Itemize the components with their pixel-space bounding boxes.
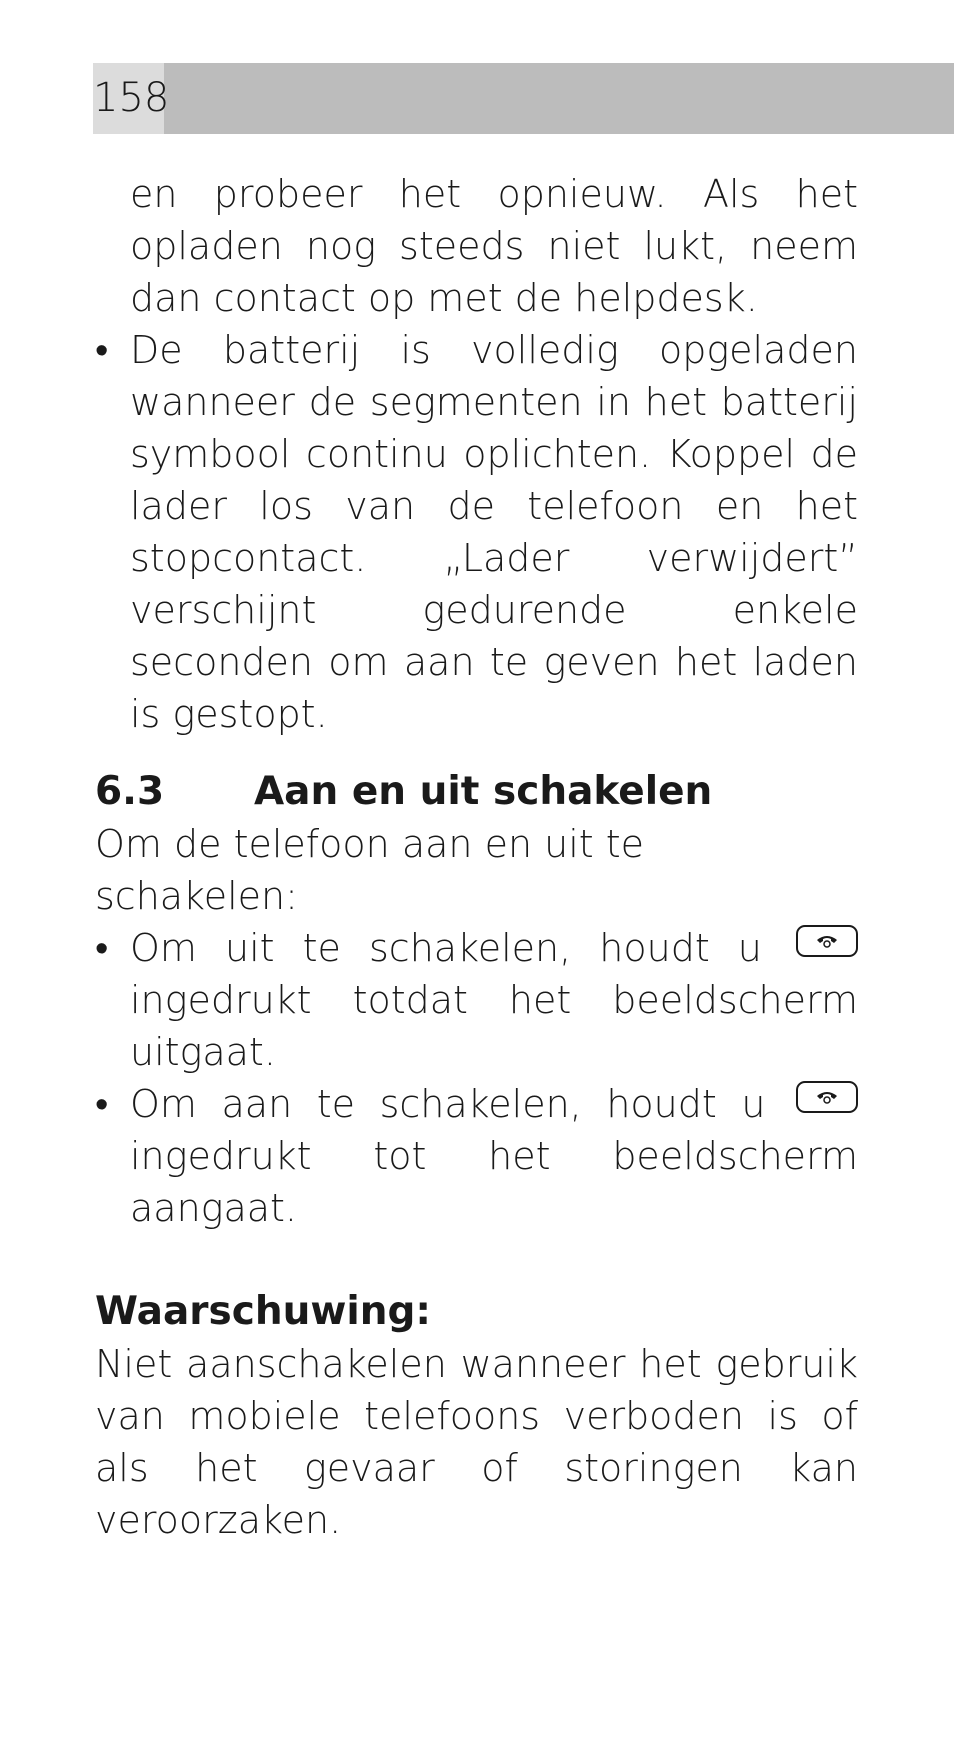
list-item [95,324,858,740]
bullet-text: De batterij is volledig opgeladen wanneer de segmenten in het batterij symbool continu oplichten. Koppel de lader los van de telefoon en het stopcontact. „Lader verwijdert” verschijnt gedurende enkele seconden om aan te geven het laden is gestopt. [130,328,858,736]
bullet-text-after: ingedrukt totdat het beeldscherm uitgaat. [130,978,858,1074]
list-item [95,1078,858,1234]
section-title: Aan en uit schakelen [254,769,713,814]
bullet-icon: • [95,328,109,372]
list-item [95,922,858,1078]
section-heading [95,766,858,818]
intro-paragraph: en probeer het opnieuw. Als het opladen nog steeds niet lukt, neem dan contact op met de helpdesk. [130,172,858,320]
bullet-icon: • [95,1082,109,1126]
bullet-text [130,1078,858,1234]
end-call-key-icon [796,1081,858,1113]
page-number: 158 [93,63,164,134]
bullet-text-before: Om aan te schakelen, houdt u [130,1082,766,1126]
end-call-key-icon [796,925,858,957]
bullet-text [130,922,858,1078]
page-header-bar [93,63,954,134]
bullet-icon: • [95,926,109,970]
warning-title: Waarschuwing: [95,1289,432,1334]
bullet-text-after: ingedrukt tot het beeldscherm aangaat. [130,1134,858,1230]
section-lead: Om de telefoon aan en uit te schakelen: [95,822,645,918]
page-content [95,168,858,1546]
bullet-text-before: Om uit te schakelen, houdt u [130,926,762,970]
warning-text: Niet aanschakelen wanneer het gebruik van mobiele telefoons verboden is of als het gevaar of storingen kan veroorzaken. [95,1342,858,1542]
section-number: 6.3 [95,769,165,814]
